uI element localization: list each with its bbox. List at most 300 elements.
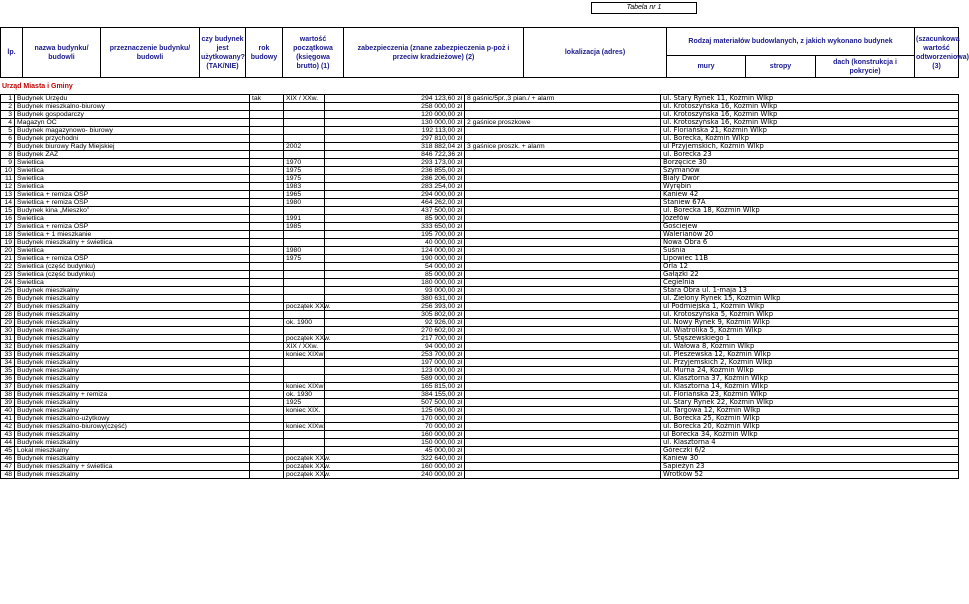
row-lp: 46 — [1, 455, 15, 463]
row-nazwa: Świetlica — [15, 167, 250, 175]
row-lokalizacja: ul Przyjemskich, Koźmin Wlkp — [661, 143, 959, 151]
row-rok — [284, 415, 325, 423]
row-rok — [284, 279, 325, 287]
row-nazwa: Budynek mieszkalny — [15, 367, 250, 375]
row-uzytkowany — [250, 191, 284, 199]
row-uzytkowany — [250, 263, 284, 271]
header-rodzaj: Rodzaj materiałów budowlanych, z jakich wykonano budynek — [667, 28, 915, 56]
row-lp: 17 — [1, 223, 15, 231]
row-nazwa: Świetlica + remiza OSP — [15, 191, 250, 199]
row-zabezpieczenia — [465, 207, 661, 215]
row-zabezpieczenia — [465, 383, 661, 391]
row-rok — [284, 111, 325, 119]
row-zabezpieczenia — [465, 447, 661, 455]
row-wartosc: 180 000,00 zł — [325, 279, 465, 287]
row-nazwa: Budynek mieszkalny — [15, 287, 250, 295]
row-wartosc: 240 000,00 zł — [325, 471, 465, 479]
row-uzytkowany — [250, 199, 284, 207]
row-uzytkowany — [250, 223, 284, 231]
header-table — [0, 27, 969, 78]
header-dach: dach (konstrukcja i pokrycie) — [816, 56, 915, 78]
row-rok — [284, 375, 325, 383]
row-nazwa: Budynek przychodni — [15, 135, 250, 143]
row-nazwa: Budynek magazynowo- biurowy — [15, 127, 250, 135]
row-rok: koniec XIXw — [284, 383, 325, 391]
row-rok: 1925 — [284, 399, 325, 407]
row-nazwa: Świetlica — [15, 159, 250, 167]
row-lokalizacja: ul. Pleszewska 12, Koźmin Wlkp — [661, 351, 959, 359]
row-wartosc: 130 000,00 zł — [325, 119, 465, 127]
row-zabezpieczenia — [465, 375, 661, 383]
table-row — [1, 207, 959, 215]
row-wartosc: 195 700,00 zł — [325, 231, 465, 239]
row-lp: 27 — [1, 303, 15, 311]
row-wartosc: 54 000,00 zł — [325, 263, 465, 271]
row-uzytkowany — [250, 151, 284, 159]
row-zabezpieczenia — [465, 279, 661, 287]
row-lokalizacja: ul Podmiejska 1, Koźmin Wlkp — [661, 303, 959, 311]
row-lp: 15 — [1, 207, 15, 215]
row-nazwa: Budynek mieszkalny — [15, 327, 250, 335]
row-wartosc: 437 500,00 zł — [325, 207, 465, 215]
row-wartosc: 322 640,00 zł — [325, 455, 465, 463]
row-uzytkowany — [250, 407, 284, 415]
header-przeznaczenie: przeznaczenie budynku/ budowli — [101, 28, 200, 78]
row-nazwa: Budynek mieszkalny — [15, 471, 250, 479]
row-lokalizacja: Lipowiec 11B — [661, 255, 959, 263]
row-wartosc: 170 000,00 zł — [325, 415, 465, 423]
row-uzytkowany — [250, 391, 284, 399]
row-zabezpieczenia — [465, 111, 661, 119]
row-lokalizacja: Kaniew 42 — [661, 191, 959, 199]
row-wartosc: 333 650,00 zł — [325, 223, 465, 231]
row-nazwa: Budynek mieszkalny — [15, 303, 250, 311]
row-uzytkowany — [250, 303, 284, 311]
row-lokalizacja: Gościejew — [661, 223, 959, 231]
row-lp: 19 — [1, 239, 15, 247]
row-lokalizacja: Nowa Obra 6 — [661, 239, 959, 247]
row-wartosc: 120 000,00 zł — [325, 111, 465, 119]
row-rok: 1965 — [284, 191, 325, 199]
table-row — [1, 439, 959, 447]
row-zabezpieczenia — [465, 311, 661, 319]
row-lokalizacja: ul. Klasztorna 14, Koźmin Wlkp — [661, 383, 959, 391]
row-wartosc: 92 926,00 zł — [325, 319, 465, 327]
row-zabezpieczenia — [465, 303, 661, 311]
row-rok: ok. 1930 — [284, 391, 325, 399]
row-uzytkowany — [250, 311, 284, 319]
row-uzytkowany — [250, 335, 284, 343]
table-row — [1, 223, 959, 231]
row-zabezpieczenia — [465, 247, 661, 255]
row-nazwa: Budynek mieszkalno-biurowy(część) — [15, 423, 250, 431]
row-lokalizacja: ul. Murna 24, Koźmin Wlkp — [661, 367, 959, 375]
header-uzytkowany: czy budynek jest użytkowany? (TAK/NIE) — [200, 28, 246, 78]
row-lp: 37 — [1, 383, 15, 391]
row-lp: 14 — [1, 199, 15, 207]
row-zabezpieczenia — [465, 159, 661, 167]
table-row — [1, 471, 959, 479]
row-zabezpieczenia — [465, 471, 661, 479]
row-lp: 36 — [1, 375, 15, 383]
row-rok — [284, 135, 325, 143]
row-nazwa: Budynek mieszkalny — [15, 351, 250, 359]
row-zabezpieczenia — [465, 351, 661, 359]
row-lokalizacja: ul. Borecka 25, Koźmin Wlkp — [661, 415, 959, 423]
row-rok: koniec XIXw. — [284, 423, 325, 431]
table-row — [1, 423, 959, 431]
row-lokalizacja: Szymanów — [661, 167, 959, 175]
row-zabezpieczenia — [465, 239, 661, 247]
row-lp: 26 — [1, 295, 15, 303]
table-row — [1, 351, 959, 359]
row-zabezpieczenia — [465, 127, 661, 135]
row-wartosc: 40 000,00 zł — [325, 239, 465, 247]
row-nazwa: Świetlica — [15, 215, 250, 223]
row-rok: 1970 — [284, 159, 325, 167]
row-wartosc: 305 802,00 zł — [325, 311, 465, 319]
row-zabezpieczenia — [465, 431, 661, 439]
row-rok — [284, 119, 325, 127]
row-wartosc: 85 000,00 zł — [325, 271, 465, 279]
table-row — [1, 303, 959, 311]
row-wartosc: 258 000,00 zł — [325, 103, 465, 111]
row-nazwa: Budynek mieszkalny + świetlica — [15, 463, 250, 471]
row-lp: 32 — [1, 343, 15, 351]
row-lp: 22 — [1, 263, 15, 271]
row-uzytkowany — [250, 167, 284, 175]
row-lokalizacja: ul. Stary Rynek 11, Koźmin Wlkp — [661, 95, 959, 103]
row-lp: 20 — [1, 247, 15, 255]
row-zabezpieczenia — [465, 255, 661, 263]
table-row — [1, 119, 959, 127]
row-lp: 47 — [1, 463, 15, 471]
row-lp: 38 — [1, 391, 15, 399]
row-wartosc: 125 060,00 zł — [325, 407, 465, 415]
row-wartosc: 123 000,00 zł — [325, 367, 465, 375]
row-uzytkowany — [250, 415, 284, 423]
header-wartosc: wartość początkowa (księgowa brutto) (1) — [283, 28, 344, 78]
row-uzytkowany — [250, 143, 284, 151]
table-row — [1, 255, 959, 263]
row-lp: 33 — [1, 351, 15, 359]
row-uzytkowany — [250, 343, 284, 351]
row-uzytkowany — [250, 375, 284, 383]
row-uzytkowany — [250, 231, 284, 239]
row-wartosc: 286 206,00 zł — [325, 175, 465, 183]
header-mury: mury — [667, 56, 746, 78]
table-row — [1, 399, 959, 407]
row-zabezpieczenia — [465, 439, 661, 447]
row-lp: 25 — [1, 287, 15, 295]
row-lokalizacja: Cegielnia — [661, 279, 959, 287]
row-lp: 2 — [1, 103, 15, 111]
row-lokalizacja: ul. Nowy Rynek 9, Koźmin Wlkp — [661, 319, 959, 327]
row-uzytkowany — [250, 103, 284, 111]
row-zabezpieczenia — [465, 335, 661, 343]
row-nazwa: Świetlica — [15, 247, 250, 255]
row-zabezpieczenia — [465, 455, 661, 463]
row-uzytkowany — [250, 119, 284, 127]
row-wartosc: 165 815,00 zł — [325, 383, 465, 391]
row-uzytkowany — [250, 431, 284, 439]
row-uzytkowany — [250, 295, 284, 303]
row-lokalizacja: ul. Krotoszyńska 16, Koźmin Wlkp — [661, 111, 959, 119]
table-row — [1, 247, 959, 255]
row-uzytkowany — [250, 183, 284, 191]
row-wartosc: 256 393,00 zł — [325, 303, 465, 311]
row-nazwa: Świetlica + remiza OSP — [15, 199, 250, 207]
row-wartosc: 507 500,00 zł — [325, 399, 465, 407]
table-row — [1, 151, 959, 159]
row-lokalizacja: Wrotków 52 — [661, 471, 959, 479]
row-nazwa: Budynek mieszkalno-użytkowy — [15, 415, 250, 423]
row-rok: początek XXw. — [284, 303, 325, 311]
table-row — [1, 391, 959, 399]
row-wartosc: 294 000,00 zł — [325, 191, 465, 199]
row-wartosc: 124 000,00 zł — [325, 247, 465, 255]
row-lp: 40 — [1, 407, 15, 415]
row-lp: 45 — [1, 447, 15, 455]
row-zabezpieczenia — [465, 391, 661, 399]
row-lp: 41 — [1, 415, 15, 423]
row-lp: 6 — [1, 135, 15, 143]
row-wartosc: 236 855,00 zł — [325, 167, 465, 175]
row-lokalizacja: Biały Dwór — [661, 175, 959, 183]
row-zabezpieczenia — [465, 367, 661, 375]
row-zabezpieczenia — [465, 271, 661, 279]
table-row — [1, 263, 959, 271]
row-wartosc: 380 631,00 zł — [325, 295, 465, 303]
row-lp: 30 — [1, 327, 15, 335]
row-uzytkowany — [250, 383, 284, 391]
row-zabezpieczenia — [465, 191, 661, 199]
row-zabezpieczenia — [465, 359, 661, 367]
row-nazwa: Budynek mieszkalny — [15, 399, 250, 407]
row-nazwa: Budynek mieszkalny + remiza — [15, 391, 250, 399]
row-lokalizacja: Borzęcice 30 — [661, 159, 959, 167]
row-lp: 11 — [1, 175, 15, 183]
row-lokalizacja: Sapieżyn 23 — [661, 463, 959, 471]
row-zabezpieczenia — [465, 231, 661, 239]
row-nazwa: Budynek gospodarczy — [15, 111, 250, 119]
row-lp: 13 — [1, 191, 15, 199]
row-nazwa: Świetlica — [15, 183, 250, 191]
row-nazwa: Budynek Urzędu — [15, 95, 250, 103]
table-row — [1, 199, 959, 207]
row-uzytkowany — [250, 439, 284, 447]
row-lp: 39 — [1, 399, 15, 407]
row-nazwa: Magazyn OC — [15, 119, 250, 127]
row-zabezpieczenia — [465, 135, 661, 143]
row-uzytkowany — [250, 367, 284, 375]
row-rok: 1985 — [284, 223, 325, 231]
row-zabezpieczenia — [465, 343, 661, 351]
row-zabezpieczenia — [465, 183, 661, 191]
table-row — [1, 231, 959, 239]
row-uzytkowany — [250, 247, 284, 255]
row-rok: 1975 — [284, 255, 325, 263]
row-zabezpieczenia — [465, 463, 661, 471]
row-lp: 9 — [1, 159, 15, 167]
row-wartosc: 85 900,00 zł — [325, 215, 465, 223]
row-rok: XIX / XXw. — [284, 95, 325, 103]
row-uzytkowany — [250, 255, 284, 263]
row-lp: 28 — [1, 311, 15, 319]
row-wartosc: 589 000,00 zł — [325, 375, 465, 383]
row-lokalizacja: ul. Borecka 18, Koźmin Wlkp — [661, 207, 959, 215]
row-wartosc: 70 000,00 zł — [325, 423, 465, 431]
row-uzytkowany — [250, 175, 284, 183]
row-lp: 24 — [1, 279, 15, 287]
row-rok — [284, 431, 325, 439]
table-row — [1, 327, 959, 335]
row-wartosc: 297 810,00 zł — [325, 135, 465, 143]
row-wartosc: 318 882,04 zł — [325, 143, 465, 151]
row-lokalizacja: ul. Floriańska 23, Koźmin Wlkp — [661, 391, 959, 399]
row-lokalizacja: ul. Krotoszyńska 16, Koźmin Wlkp — [661, 119, 959, 127]
row-lp: 12 — [1, 183, 15, 191]
row-uzytkowany — [250, 159, 284, 167]
table-row — [1, 159, 959, 167]
table-row — [1, 335, 959, 343]
row-nazwa: Budynek mieszkalno-biurowy — [15, 103, 250, 111]
row-wartosc: 384 155,00 zł — [325, 391, 465, 399]
row-lp: 34 — [1, 359, 15, 367]
row-zabezpieczenia — [465, 295, 661, 303]
row-nazwa: Budynek mieszkalny — [15, 319, 250, 327]
row-lokalizacja: ul. Zielony Rynek 15, Koźmin Wlkp — [661, 295, 959, 303]
row-rok: 2002 — [284, 143, 325, 151]
row-nazwa: Świetlica — [15, 175, 250, 183]
row-nazwa: Budynek kina „Mieszko” — [15, 207, 250, 215]
row-zabezpieczenia — [465, 263, 661, 271]
table-row — [1, 143, 959, 151]
table-row — [1, 103, 959, 111]
row-nazwa: Budynek mieszkalny + świetlica — [15, 239, 250, 247]
row-rok — [284, 127, 325, 135]
row-nazwa: Budynek mieszkalny — [15, 407, 250, 415]
row-uzytkowany — [250, 215, 284, 223]
row-lp: 8 — [1, 151, 15, 159]
row-uzytkowany: tak — [250, 95, 284, 103]
row-nazwa: Lokal mieszkalny — [15, 447, 250, 455]
row-lp: 48 — [1, 471, 15, 479]
row-rok — [284, 263, 325, 271]
row-rok — [284, 287, 325, 295]
row-lp: 29 — [1, 319, 15, 327]
row-wartosc: 197 000,00 zł — [325, 359, 465, 367]
section-title: Urząd Miasta i Gminy — [2, 83, 73, 90]
row-wartosc: 45 000,00 zł — [325, 447, 465, 455]
row-uzytkowany — [250, 271, 284, 279]
table-row — [1, 447, 959, 455]
row-wartosc: 160 000,00 zł — [325, 431, 465, 439]
row-rok — [284, 447, 325, 455]
row-nazwa: Budynek mieszkalny — [15, 335, 250, 343]
row-wartosc: 253 700,00 zł — [325, 351, 465, 359]
row-wartosc: 192 113,00 zł — [325, 127, 465, 135]
row-nazwa: Budynek mieszkalny — [15, 295, 250, 303]
row-lokalizacja: Staniew 67A — [661, 199, 959, 207]
row-nazwa: Świetlica — [15, 279, 250, 287]
row-zabezpieczenia — [465, 423, 661, 431]
table-row — [1, 431, 959, 439]
row-zabezpieczenia — [465, 319, 661, 327]
row-rok: początek XXw. — [284, 463, 325, 471]
header-lp: lp. — [1, 28, 23, 78]
table-row — [1, 279, 959, 287]
row-nazwa: Budynek mieszkalny — [15, 383, 250, 391]
row-lp: 16 — [1, 215, 15, 223]
row-uzytkowany — [250, 127, 284, 135]
row-lp: 1 — [1, 95, 15, 103]
row-wartosc: 93 000,00 zł — [325, 287, 465, 295]
row-lp: 44 — [1, 439, 15, 447]
row-lokalizacja: Góreczki 6/2 — [661, 447, 959, 455]
table-row — [1, 167, 959, 175]
row-wartosc: 160 000,00 zł — [325, 463, 465, 471]
row-nazwa: Budynek biurowy Rady Miejskiej — [15, 143, 250, 151]
row-rok: ok. 1900 — [284, 319, 325, 327]
row-uzytkowany — [250, 359, 284, 367]
row-uzytkowany — [250, 239, 284, 247]
table-row — [1, 111, 959, 119]
row-rok: 1983 — [284, 183, 325, 191]
row-wartosc: 846 722,36 zł — [325, 151, 465, 159]
row-rok — [284, 295, 325, 303]
row-rok: 1975 — [284, 175, 325, 183]
table-row — [1, 175, 959, 183]
row-nazwa: Budynek ZAZ — [15, 151, 250, 159]
row-lokalizacja: ul. Borecka, Koźmin Wlkp — [661, 135, 959, 143]
row-rok — [284, 207, 325, 215]
row-wartosc: 94 000,00 zł — [325, 343, 465, 351]
row-lokalizacja: Suśnia — [661, 247, 959, 255]
table-row — [1, 383, 959, 391]
table-row — [1, 407, 959, 415]
header-zabezpieczenia: zabezpieczenia (znane zabezpieczenia p-poż i przeciw kradzieżowe) (2) — [344, 28, 524, 78]
row-zabezpieczenia — [465, 151, 661, 159]
row-rok — [284, 271, 325, 279]
row-nazwa: Świetlica (część budynku) — [15, 271, 250, 279]
row-rok: 1980 — [284, 247, 325, 255]
row-nazwa: Budynek mieszkalny — [15, 455, 250, 463]
row-lokalizacja: Stara Obra ul. 1-maja 13 — [661, 287, 959, 295]
header-rok: rok budowy — [246, 28, 283, 78]
row-lp: 31 — [1, 335, 15, 343]
row-rok: początek XXw. — [284, 471, 325, 479]
row-lokalizacja: Wyrębin — [661, 183, 959, 191]
row-lp: 7 — [1, 143, 15, 151]
row-lp: 4 — [1, 119, 15, 127]
row-lp: 43 — [1, 431, 15, 439]
row-zabezpieczenia — [465, 199, 661, 207]
row-uzytkowany — [250, 455, 284, 463]
row-lokalizacja: ul. Wałowa 8, Koźmin Wlkp — [661, 343, 959, 351]
row-lokalizacja: ul. Floriańska 21, Koźmin Wlkp — [661, 127, 959, 135]
table-row — [1, 127, 959, 135]
row-lokalizacja: ul. Borecka 23 — [661, 151, 959, 159]
row-zabezpieczenia: 8 gaśnic/5pr.,3 pian./ + alarm — [465, 95, 661, 103]
row-nazwa: Budynek mieszkalny — [15, 359, 250, 367]
row-uzytkowany — [250, 111, 284, 119]
header-nazwa: nazwa budynku/ budowli — [23, 28, 101, 78]
table-row — [1, 215, 959, 223]
table-row — [1, 183, 959, 191]
row-nazwa: Świetlica + 1 mieszkanie — [15, 231, 250, 239]
row-lp: 42 — [1, 423, 15, 431]
